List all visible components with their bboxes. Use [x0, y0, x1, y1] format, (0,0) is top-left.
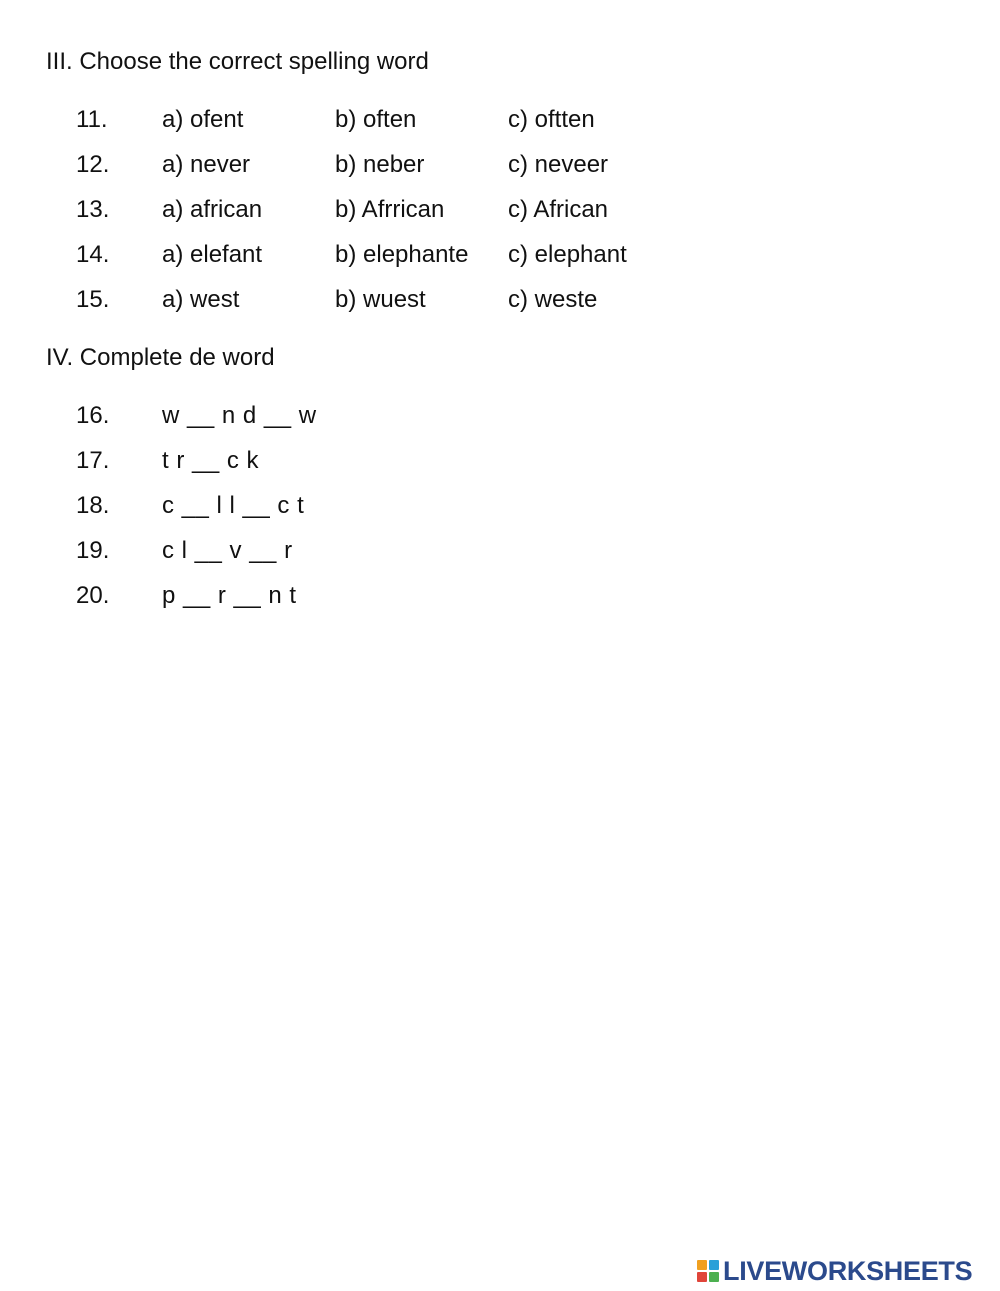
question-row [0, 286, 1000, 316]
logo-block [709, 1260, 719, 1270]
option-a[interactable]: a) african [162, 196, 263, 223]
option-b[interactable]: b) wuest [335, 286, 426, 313]
option-b[interactable]: b) Afrrican [335, 196, 445, 223]
incomplete-word[interactable]: c l __ v __ r [162, 537, 293, 564]
word-row [0, 582, 1000, 612]
word-row [0, 447, 1000, 477]
incomplete-word[interactable]: p __ r __ n t [162, 582, 297, 609]
question-row [0, 241, 1000, 271]
word-row [0, 492, 1000, 522]
option-c[interactable]: c) oftten [508, 106, 595, 133]
item-number: 20. [76, 582, 110, 609]
incomplete-word[interactable]: w __ n d __ w [162, 402, 317, 429]
section-3-title: III. Choose the correct spelling word [46, 48, 429, 75]
option-c[interactable]: c) African [508, 196, 609, 223]
option-a[interactable]: a) west [162, 286, 240, 313]
logo-block [697, 1272, 707, 1282]
option-b[interactable]: b) elephante [335, 241, 469, 268]
logo-block [709, 1272, 719, 1282]
word-row [0, 537, 1000, 567]
word-row [0, 402, 1000, 432]
option-c[interactable]: c) elephant [508, 241, 627, 268]
option-b[interactable]: b) neber [335, 151, 425, 178]
question-row [0, 151, 1000, 181]
question-number: 14. [76, 241, 110, 268]
liveworksheets-logo [697, 1255, 995, 1287]
option-a[interactable]: a) elefant [162, 241, 263, 268]
incomplete-word[interactable]: c __ l l __ c t [162, 492, 305, 519]
option-a[interactable]: a) ofent [162, 106, 244, 133]
question-row [0, 196, 1000, 226]
logo-block [697, 1260, 707, 1270]
option-b[interactable]: b) often [335, 106, 417, 133]
section-4-title: IV. Complete de word [46, 344, 275, 371]
item-number: 18. [76, 492, 110, 519]
question-number: 15. [76, 286, 110, 313]
option-a[interactable]: a) never [162, 151, 251, 178]
item-number: 19. [76, 537, 110, 564]
question-number: 13. [76, 196, 110, 223]
question-row [0, 106, 1000, 136]
logo-text: LIVEWORKSHEETS [723, 1255, 973, 1286]
option-c[interactable]: c) weste [508, 286, 598, 313]
question-number: 11. [76, 106, 108, 133]
option-c[interactable]: c) neveer [508, 151, 609, 178]
incomplete-word[interactable]: t r __ c k [162, 447, 260, 474]
question-number: 12. [76, 151, 110, 178]
logo-blocks-icon [697, 1260, 719, 1282]
item-number: 16. [76, 402, 110, 429]
item-number: 17. [76, 447, 110, 474]
